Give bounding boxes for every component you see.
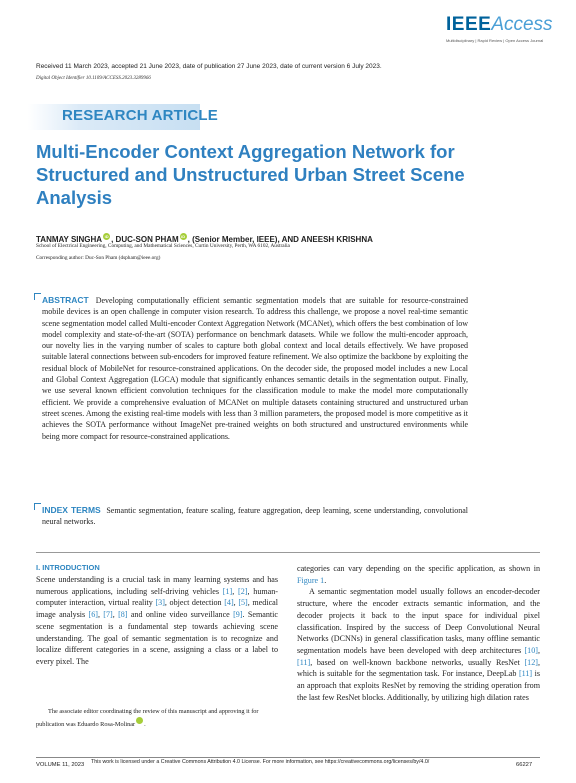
- body-text: and online video surveillance: [130, 610, 230, 620]
- citation-link[interactable]: [1]: [222, 586, 233, 596]
- corresponding-author: Corresponding author: Duc-Son Pham (dspham@ieee.org): [36, 255, 161, 261]
- author-2: DUC-SON PHAM: [115, 235, 179, 244]
- footnote-text: The associate editor coordinating the review of this manuscript and approving it for publication was Eduardo Rosa-Molinar: [36, 708, 259, 728]
- body-text: is an approach that exploits ResNet by removing the striding operation from the last few ResNet blocks. Additionally, by utilizing high dilation rates: [297, 669, 540, 702]
- section-divider: [36, 552, 540, 553]
- body-text: categories can vary depending on the specific application, as shown in: [297, 564, 540, 573]
- index-terms-text: Semantic segmentation, feature scaling, feature aggregation, deep learning, scene understanding, convolutional neural networks.: [42, 506, 469, 527]
- citation-link[interactable]: [3]: [155, 598, 165, 608]
- body-text: , which is suitable for the segmentation task. For instance, DeepLab: [297, 657, 540, 679]
- doi: Digital Object Identifier 10.1109/ACCESS.2023.3289966: [36, 76, 151, 81]
- body-text: , based on well-known backbone networks, usually ResNet: [310, 657, 520, 667]
- affiliation: School of Electrical Engineering, Computing, and Mathematical Sciences, Curtin University, Perth, WA 6102, Australia: [36, 243, 290, 249]
- footer-volume: VOLUME 11, 2023: [36, 762, 85, 768]
- publication-dates: Received 11 March 2023, accepted 21 June 2023, date of publication 27 June 2023, date of current version 6 July 2023.: [36, 63, 382, 70]
- logo-access: Access: [491, 14, 553, 35]
- body-text: , human-computer interaction, virtual reality: [36, 586, 279, 608]
- body-text: Scene understanding is a crucial task in many learning systems and has numerous applications, including self-driving vehicles: [36, 575, 278, 596]
- citation-link[interactable]: [4]: [224, 598, 234, 608]
- body-text: A semantic segmentation model usually follows an encoder-decoder structure, where the encoder extracts semantic information, and the decoder projects it back to the input space for individual pixel classification. Inspired by the success of Deep Convolutional Neural Networks (DCNNs) in general classification tasks, many offline semantic segmentation models have been developed with deep architectures: [297, 587, 540, 655]
- page-number: 66227: [516, 762, 533, 768]
- citation-link[interactable]: [5]: [238, 598, 248, 608]
- abstract-heading: ABSTRACT: [42, 295, 89, 305]
- figure-link[interactable]: Figure 1: [297, 575, 325, 585]
- citation-link[interactable]: [10]: [524, 645, 538, 655]
- author-line: TANMAY SINGHA iD , DUC-SON PHAM iD , (Senior Member, IEEE), AND ANEESH KRISHNA: [36, 234, 373, 244]
- author-rest: , (Senior Member, IEEE), AND ANEESH KRISHNA: [187, 235, 373, 244]
- index-terms-corner-mark: [34, 503, 41, 510]
- citation-link[interactable]: [6]: [88, 610, 98, 620]
- body-text: , medical image analysis: [36, 598, 279, 620]
- editor-footnote: The associate editor coordinating the review of this manuscript and approving it for publication was Eduardo Rosa-MolinariD.: [36, 708, 259, 728]
- paper-title: Multi-Encoder Context Aggregation Network for Structured and Unstructured Urban Street Scene Analysis: [36, 141, 465, 208]
- body-column-left: Scene understanding is a crucial task in many learning systems and has numerous applications, including self-driving vehicles [1], [2], human-computer interaction, virtual reality [3], object detection [4], [5], medical image analysis [6], [7], [8] and online video surveillance [9]. Semantic scene segmentation is a fundamental step towards achieving scene understanding. The goal of semantic segmentation is to recognize and localize different categories in a scene, assigning a class or a label to every pixel. The: [36, 575, 279, 666]
- footer-divider: [36, 757, 540, 758]
- orcid-icon[interactable]: iD: [181, 234, 186, 239]
- index-terms: [42, 505, 468, 528]
- logo-tagline: Multidisciplinary | Rapid Review | Open Access Journal: [446, 38, 544, 43]
- logo-ieee: IEEE: [446, 14, 492, 35]
- body-column-right: categories can vary depending on the specific application, as shown in Figure 1. A semantic segmentation model usually follows an encoder-decoder structure, where the encoder extracts semantic information, and the decoder projects it back to the input space for individual pixel classification. Inspired by the success of Deep Convolutional Neural Networks (DCNNs) in general classification tasks, many offline semantic segmentation models have been developed with deep architectures [10], [11], based on well-known backbone networks, usually ResNet [12], which is suitable for the segmentation task. For instance, DeepLab [11] is an approach that exploits ResNet by removing the striding operation from the last few ResNet blocks. Additionally, by utilizing high dilation rates: [297, 564, 540, 702]
- author-1: TANMAY SINGHA: [36, 235, 103, 244]
- citation-link[interactable]: [12]: [524, 657, 538, 667]
- abstract-corner-mark: [34, 293, 41, 300]
- journal-logo: [446, 14, 553, 36]
- citation-link[interactable]: [7]: [103, 610, 113, 620]
- body-text: , object detection: [164, 598, 222, 608]
- body-text: . Semantic scene segmentation is a fundamental step towards achieving scene understanding. The goal of semantic segmentation is to recognize and localize different categories in a scene, assigning a class or a label to every pixel. The: [36, 610, 279, 666]
- abstract-text: Developing computationally efficient semantic segmentation models that are suitable for resource-constrained mobile devices is an open challenge in computer vision research. To address this challenge, we propose a novel real-time semantic scene segmentation model called Multi-encoder Context Aggregation Network (MCANet), which offers the best combination of low model complexity and state-of-the-art (SOTA) performance on benchmark datasets. While we follow the multi-encoder approach, our novelty lies in the varying number of scales to capture both global context and local details effectively. We have proposed suitable lateral connections between sub-encoders for improved feature refinement. We also optimize the backbone by exploiting the residual block of MobileNet for resource-constrained applications. On the decoder side, the proposed model includes a new Local and Global Context Aggregation (LGCA) module that significantly enhances semantic details in the segmentation output. Finally, we use several known efficient convolution techniques for the classification module to make the model more computationally efficient. We provide a comprehensive evaluation of MCANet on multiple datasets containing structured and unstructured urban street scenes. Among the existing real-time models with less than 3 million parameters, the proposed model is more competitive as it achieves the SOTA performance without ImageNet pre-trained weights on both structured and unstructured environments while being more compact for resource-constrained applications.: [42, 296, 468, 441]
- citation-link[interactable]: [8]: [118, 610, 128, 620]
- citation-link[interactable]: [2]: [238, 586, 248, 596]
- index-terms-heading: INDEX TERMS: [42, 505, 101, 515]
- citation-link[interactable]: [11]: [297, 657, 311, 667]
- citation-link[interactable]: [11]: [518, 669, 533, 679]
- citation-link[interactable]: [9]: [233, 610, 243, 620]
- section-heading-introduction: I. INTRODUCTION: [36, 563, 100, 572]
- orcid-icon[interactable]: iD: [104, 234, 109, 239]
- footer-license[interactable]: This work is licensed under a Creative Commons Attribution 4.0 License. For more information, see https://creativecommons.org/licenses/by/4.0/: [91, 759, 430, 765]
- orcid-icon[interactable]: iD: [136, 717, 143, 724]
- abstract: [42, 295, 468, 442]
- article-type-label: RESEARCH ARTICLE: [62, 107, 218, 124]
- paragraph: A semantic segmentation model usually follows an encoder-decoder structure, where the encoder extracts semantic information, and the decoder projects it back to the input space for individual pixel classification. Inspired by the success of Deep Convolutional Neural Networks (DCNNs) in general classification tasks, many offline semantic segmentation models have been developed with deep architectures [10], [11], based on well-known backbone networks, usually ResNet [12], which is suitable for the segmentation task. For instance, DeepLab [11] is an approach that exploits ResNet by removing the striding operation from the last few ResNet blocks. Additionally, by utilizing high dilation rates: [297, 587, 540, 702]
